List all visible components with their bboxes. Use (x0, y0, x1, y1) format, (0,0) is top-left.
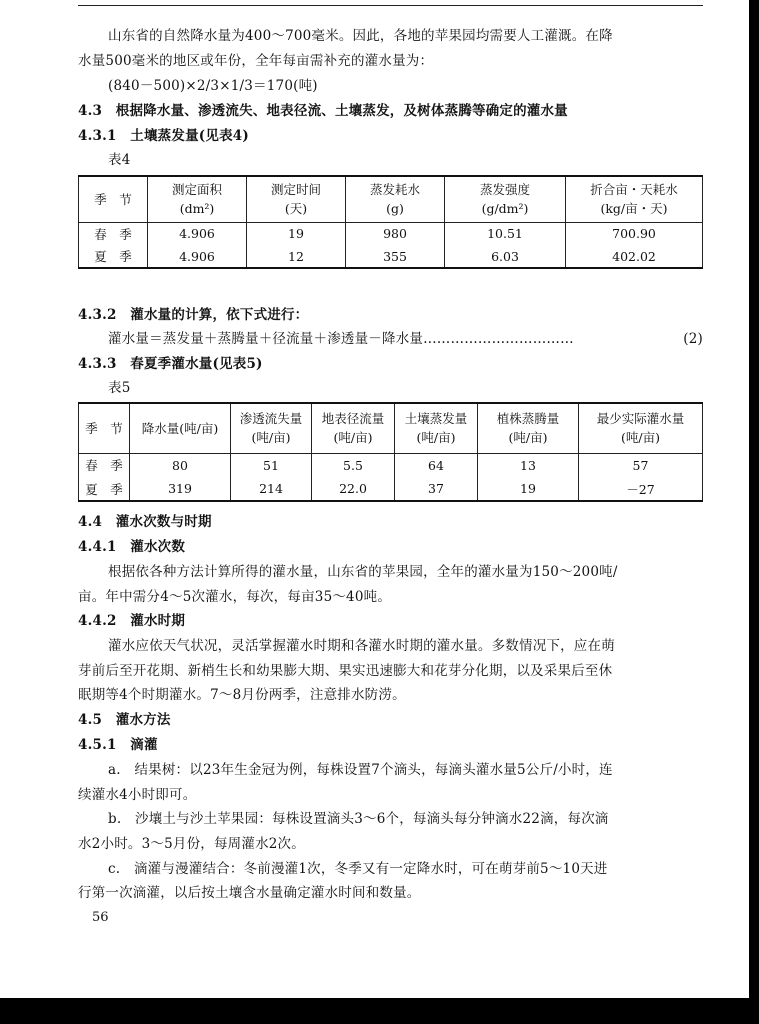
page-number: 56 (92, 910, 109, 925)
table-row (79, 477, 703, 501)
table-row (79, 222, 703, 245)
formula: (840－500)×2/3×1/3＝170(吨) (108, 78, 318, 94)
table-cell: 夏 季 (79, 245, 148, 268)
table-cell: 22.0 (312, 477, 395, 501)
paragraph-line: 行第一次滴灌，以后按土壤含水量确定灌水时间和数量。 (78, 885, 421, 901)
table-cell: 355 (346, 245, 445, 268)
table-cell: 37 (395, 477, 478, 501)
section-heading: 4.5 灌水方法 (78, 712, 171, 728)
table-header: 土壤蒸发量 (吨/亩) (395, 403, 478, 453)
paragraph-line: 灌水应依天气状况，灵活掌握灌水时期和各灌水时期的灌水量。多数情况下，应在萌 (108, 638, 615, 654)
paragraph-line: 芽前后至开花期、新梢生长和幼果膨大期、果实迅速膨大和花芽分化期，以及采果后至休 (78, 663, 613, 679)
table-cell: 19 (247, 222, 346, 245)
paragraph-line: 亩。年中需分4～5次灌水，每次，每亩35～40吨。 (78, 589, 392, 605)
table-cell: 51 (231, 453, 312, 477)
subsection-heading: 4.3.3 春夏季灌水量(见表5) (78, 356, 263, 372)
table-cell: 402.02 (566, 245, 703, 268)
table-cell: 春 季 (79, 453, 130, 477)
equation-number: (2) (683, 331, 703, 347)
paragraph-line: 续灌水4小时即可。 (78, 787, 197, 803)
table-cell: 6.03 (445, 245, 566, 268)
paragraph-line: 根据依各种方法计算所得的灌水量，山东省的苹果园，全年的灌水量为150～200吨/ (108, 564, 618, 580)
subsection-heading: 4.4.1 灌水次数 (78, 539, 186, 555)
subsection-heading: 4.3.2 灌水量的计算，依下式进行： (78, 307, 309, 323)
subsection-heading: 4.3.1 土壤蒸发量(见表4) (78, 128, 249, 144)
table-cell: 19 (478, 477, 579, 501)
subsection-heading: 4.4.2 灌水时期 (78, 613, 186, 629)
table-cell: 13 (478, 453, 579, 477)
formula: 灌水量＝蒸发量＋蒸腾量＋径流量＋渗透量－降水量…………………………… (2) (108, 331, 703, 347)
table-cell: 4.906 (148, 222, 247, 245)
table-cell: 214 (231, 477, 312, 501)
table-caption: 表5 (108, 380, 131, 396)
table-evaporation (78, 175, 703, 269)
paragraph-line: a. 结果树：以23年生金冠为例，每株设置7个滴头，每滴头灌水量5公斤/小时，连 (108, 762, 613, 778)
table-cell: 700.90 (566, 222, 703, 245)
table-header: 最少实际灌水量 (吨/亩) (579, 403, 703, 453)
paragraph-line: 眠期等4个时期灌水。7～8月份两季，注意排水防涝。 (78, 687, 406, 703)
table-cell: 980 (346, 222, 445, 245)
section-heading: 4.3 根据降水量、渗透流失、地表径流、土壤蒸发，及树体蒸腾等确定的灌水量 (78, 103, 568, 119)
table-header: 地表径流量 (吨/亩) (312, 403, 395, 453)
section-heading: 4.4 灌水次数与时期 (78, 514, 212, 530)
table-cell: 57 (579, 453, 703, 477)
table-cell: 4.906 (148, 245, 247, 268)
subsection-heading: 4.5.1 滴灌 (78, 737, 158, 753)
table-cell: －27 (579, 477, 703, 501)
table-header: 蒸发耗水 (g) (346, 176, 445, 222)
paragraph-line: 水2小时。3～5月份，每周灌水2次。 (78, 836, 305, 852)
table-header: 季 节 (79, 403, 130, 453)
table-cell: 夏 季 (79, 477, 130, 501)
table-cell: 5.5 (312, 453, 395, 477)
table-header: 降水量(吨/亩) (130, 403, 231, 453)
scan-bottom-band (0, 998, 759, 1024)
scan-edge (749, 0, 759, 1024)
top-rule (78, 5, 703, 6)
table-row (79, 245, 703, 268)
table-row (79, 453, 703, 477)
table-cell: 319 (130, 477, 231, 501)
table-header: 蒸发强度 (g/dm²) (445, 176, 566, 222)
table-cell: 10.51 (445, 222, 566, 245)
paragraph-line: 水量500毫米的地区或年份，全年每亩需补充的灌水量为： (78, 53, 434, 69)
table-header: 测定时间 (天) (247, 176, 346, 222)
table-header: 植株蒸腾量 (吨/亩) (478, 403, 579, 453)
table-cell: 12 (247, 245, 346, 268)
table-header: 折合亩・天耗水 (kg/亩・天) (566, 176, 703, 222)
table-header: 测定面积 (dm²) (148, 176, 247, 222)
table-header: 季 节 (79, 176, 148, 222)
paragraph-line: c. 滴灌与漫灌结合：冬前漫灌1次，冬季又有一定降水时，可在萌芽前5～10天进 (108, 861, 608, 877)
paragraph-line: b. 沙壤土与沙土苹果园：每株设置滴头3～6个，每滴头每分钟滴水22滴，每次滴 (108, 811, 609, 827)
table-caption: 表4 (108, 152, 131, 168)
table-header: 渗透流失量 (吨/亩) (231, 403, 312, 453)
table-cell: 80 (130, 453, 231, 477)
table-cell: 春 季 (79, 222, 148, 245)
table-irrigation (78, 402, 703, 502)
paragraph-line: 山东省的自然降水量为400～700毫米。因此，各地的苹果园均需要人工灌溉。在降 (108, 28, 613, 44)
table-cell: 64 (395, 453, 478, 477)
